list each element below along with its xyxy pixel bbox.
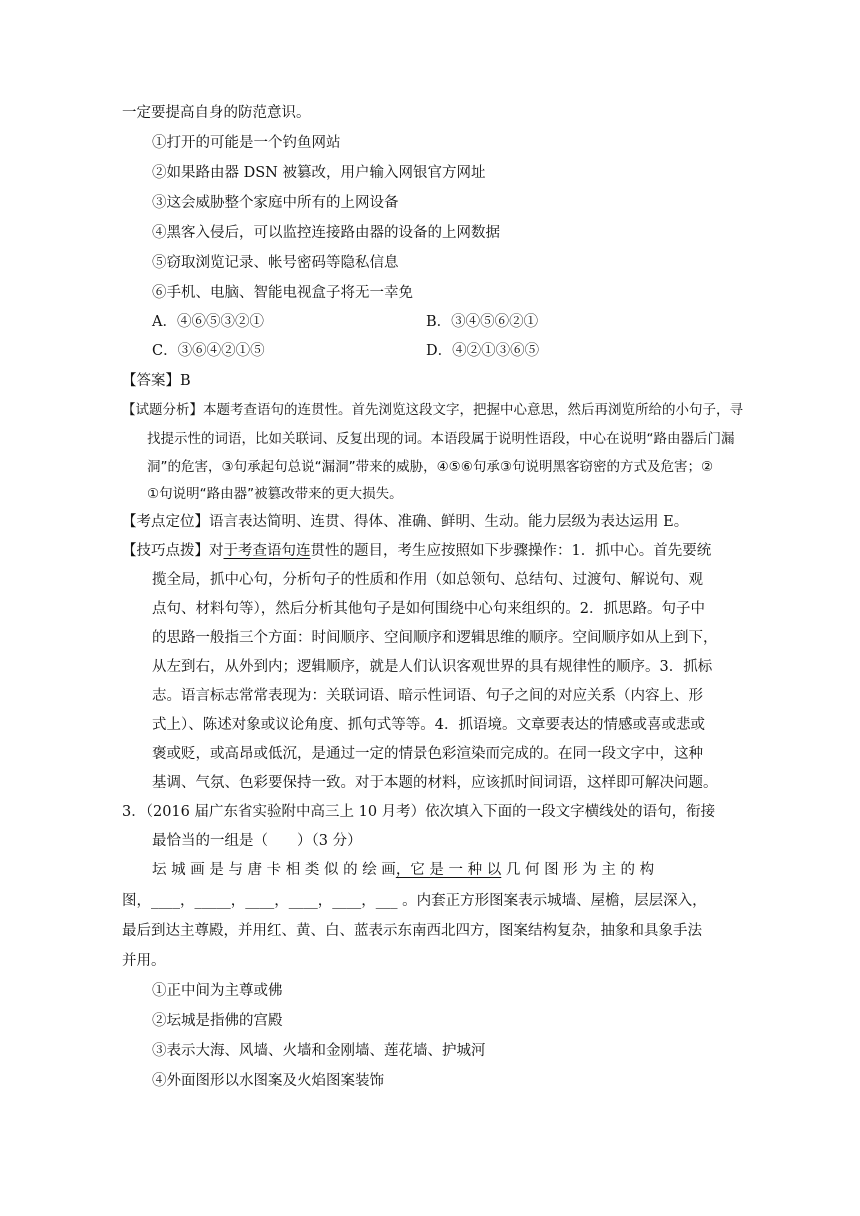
key-point-line: 【考点定位】语言表达简明、连贯、得体、准确、鲜明、生动。能力层级为表达运用 E。 — [122, 514, 689, 530]
sentence-option: ④外面图形以水图案及火焰图案装饰 — [152, 1073, 384, 1089]
choice-b: B．③④⑤⑥②① — [426, 314, 539, 330]
passage-line: 最后到达主尊殿，并用红、黄、白、蓝表示东南西北四方，图案结构复杂，抽象和具象手法 — [122, 923, 702, 939]
passage-line: 图，____，_____，____，____，____，___ 。内套正方形图案表示城墙、屋檐，层层深入， — [122, 893, 707, 909]
passage-line: 并用。 — [122, 953, 166, 969]
tip-line: 志。语言标志常常表现为：关联词语、暗示性词语、句子之间的对应关系（内容上、形 — [152, 688, 703, 704]
tip-line: 揽全局，抓中心句，分析句子的性质和作用（如总领句、总结句、过渡句、解说句、观 — [152, 572, 703, 588]
tip-label: 【技巧点拨】对 — [122, 543, 224, 559]
analysis-line: 洞”的危害，③句承起句总说“漏洞”带来的威胁，④⑤⑥句承③句说明黑客窃密的方式及危害；② — [147, 459, 714, 475]
text-line: 一定要提高自身的防范意识。 — [122, 105, 311, 121]
tip-line: 的思路一般指三个方面：时间顺序、空间顺序和逻辑思维的顺序。空间顺序如从上到下， — [152, 630, 718, 646]
tip-line: 基调、气氛、色彩要保持一致。对于本题的材料，应该抓时间词语，这样即可解决问题。 — [152, 775, 718, 791]
choice-d: D．④②①③⑥⑤ — [426, 343, 540, 359]
passage-part: 几 何 图 形 为 主 的 构 — [505, 862, 655, 878]
question-3-line: 最恰当的一组是（ ）（3 分） — [152, 833, 362, 849]
analysis-line: 找提示性的词语，比如关联词、反复出现的词。本语段属于说明性语段，中心在说明“路由器后门漏 — [147, 431, 735, 447]
choice-a: A．④⑥⑤③②① — [152, 314, 264, 330]
sentence-option: ④黑客入侵后，可以监控连接路由器的设备的上网数据 — [152, 225, 500, 241]
tip-rest: 贯性的题目，考生应按照如下步骤操作：1．抓中心。首先要统 — [310, 543, 712, 559]
sentence-option: ⑤窃取浏览记录、帐号密码等隐私信息 — [152, 255, 399, 271]
answer-line: 【答案】B — [122, 373, 191, 389]
sentence-option: ①正中间为主尊或佛 — [152, 983, 283, 999]
passage-underlined: ，它 是 一 种 以 — [395, 862, 502, 878]
tip-underlined: 于考查语句连 — [223, 543, 311, 559]
sentence-option: ⑥手机、电脑、智能电视盒子将无一幸免 — [152, 285, 413, 301]
sentence-option: ②坛城是指佛的宫殿 — [152, 1013, 283, 1029]
sentence-option: ①打开的可能是一个钓鱼网站 — [152, 135, 341, 151]
tip-line: 式上）、陈述对象或议论角度、抓句式等等。4．抓语境。文章要表达的情感或喜或悲或 — [152, 717, 705, 733]
passage-part: 坛 城 画 是 与 唐 卡 相 类 似 的 绘 画 — [152, 862, 396, 878]
sentence-option: ③这会威胁整个家庭中所有的上网设备 — [152, 195, 399, 211]
analysis-line: 【试题分析】本题考查语句的连贯性。首先浏览这段文字，把握中心意思，然后再浏览所给的小句子，寻 — [122, 402, 743, 418]
sentence-option: ③表示大海、风墙、火墙和金刚墙、莲花墙、护城河 — [152, 1043, 486, 1059]
tip-line: 点句、材料句等），然后分析其他句子是如何围绕中心句来组织的。2．抓思路。句子中 — [152, 601, 705, 617]
tip-line — [122, 541, 711, 561]
passage-line — [152, 860, 654, 880]
tip-line: 褒或贬，或高昂或低沉，是通过一定的情景色彩渲染而完成的。在同一段文字中，这种 — [152, 746, 703, 762]
analysis-line: ①句说明“路由器”被篡改带来的更大损失。 — [147, 486, 403, 502]
choice-c: C．③⑥④②①⑤ — [152, 343, 265, 359]
question-3-line: 3．（2016 届广东省实验附中高三上 10 月考）依次填入下面的一段文字横线处的语句，衔接 — [122, 804, 716, 820]
tip-line: 从左到右，从外到内；逻辑顺序，就是人们认识客观世界的具有规律性的顺序。3．抓标 — [152, 659, 713, 675]
sentence-option: ②如果路由器 DSN 被篡改，用户输入网银官方网址 — [152, 165, 486, 181]
